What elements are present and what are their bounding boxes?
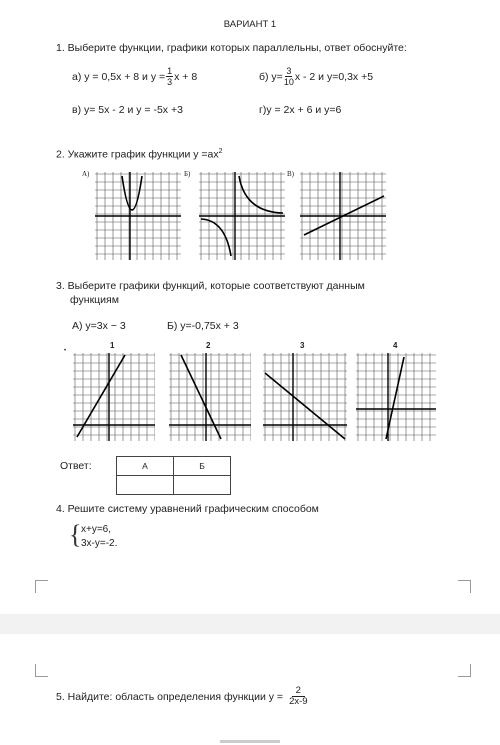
answer-table <box>116 456 231 495</box>
graph-number-3: 3 <box>300 341 305 350</box>
task1-question: 1. Выберите функции, графики которых параллельны, ответ обоснуйте: <box>56 42 407 54</box>
answer-header-b: Б <box>174 457 231 476</box>
task2-label-a: А) <box>82 170 90 178</box>
answer-header-a: А <box>117 457 174 476</box>
task4-question: 4. Решите систему уравнений графическим способом <box>56 503 319 515</box>
task2-label-c: В) <box>287 170 294 178</box>
page-corner-top-left <box>35 580 48 593</box>
graph-number-1: 1 <box>110 341 115 350</box>
decorative-dot: • <box>64 348 67 354</box>
task3-question-line2: функциям <box>70 294 119 306</box>
task1-a-fraction <box>166 66 173 87</box>
task4-equation-2: 3х-у=-2. <box>81 538 118 549</box>
task1-option-a <box>72 66 197 87</box>
task1-b-fraction <box>284 66 294 87</box>
task3-graph-4 <box>356 353 436 441</box>
answer-table-header-row <box>117 457 231 476</box>
next-page-edge <box>220 740 280 743</box>
task4-equation-1: х+у=6, <box>81 524 112 535</box>
task5-question <box>56 686 309 707</box>
task1-a-numerator: 1 <box>167 66 173 76</box>
variant-title: ВАРИАНТ 1 <box>223 19 277 30</box>
task3-graph-2 <box>169 353 251 441</box>
graph-number-4: 4 <box>393 341 398 350</box>
grid <box>263 353 347 441</box>
task1-option-v: в) у= 5х - 2 и у = -5х +3 <box>72 104 183 116</box>
task2-graph-a <box>95 172 181 260</box>
system-brace: { <box>69 520 82 549</box>
task1-a-text-end: х + 8 <box>174 70 198 83</box>
task3-question-line1: 3. Выберите графики функций, которые соответствуют данным <box>56 280 365 292</box>
task1-b-numerator: 3 <box>286 66 292 76</box>
task1-b-text: б) у= <box>259 70 283 83</box>
task3-function-a: А) у=3х − 3 <box>72 320 126 332</box>
task1-b-denominator: 10 <box>283 77 294 87</box>
answer-cell-b[interactable] <box>174 476 231 495</box>
task3-function-b: Б) у=-0,75х + 3 <box>167 320 239 332</box>
graph-number-2: 2 <box>206 341 211 350</box>
page-corner-top-right <box>458 580 471 593</box>
task1-option-b <box>259 66 373 87</box>
task5-fraction <box>289 686 307 707</box>
task2-label-b: Б) <box>184 170 191 178</box>
task5-numerator: 2 <box>292 686 305 697</box>
task5-question-text: 5. Найдите: область определения функции у = <box>56 690 284 703</box>
task2-graph-b <box>199 172 285 260</box>
page-corner-bottom-left <box>35 664 48 677</box>
task2-exponent: 2 <box>218 148 223 155</box>
answer-cell-a[interactable] <box>117 476 174 495</box>
answer-label: Ответ: <box>60 460 92 472</box>
grid <box>73 353 155 441</box>
task1-a-text: а) у = 0,5х + 8 и у = <box>72 70 166 83</box>
task2-question <box>56 148 223 161</box>
task3-graph-1 <box>73 353 155 441</box>
grid <box>169 353 251 441</box>
page-corner-bottom-right <box>458 664 471 677</box>
task2-question-text: 2. Укажите график функции у =ах <box>56 148 219 161</box>
hyperbola-right-branch <box>239 176 283 213</box>
task1-a-denominator: 3 <box>167 77 173 87</box>
task2-graph-c <box>300 172 386 260</box>
parabola-curve <box>122 176 142 210</box>
hyperbola-left-branch <box>201 219 231 256</box>
page-break <box>0 614 500 634</box>
task1-b-text-end: х - 2 и у=0,3х +5 <box>294 70 374 83</box>
task5-denominator: 2х-9 <box>289 696 308 707</box>
task1-option-g: г)у = 2х + 6 и у=6 <box>259 104 342 116</box>
answer-table-input-row <box>117 476 231 495</box>
task3-graph-3 <box>263 353 347 441</box>
